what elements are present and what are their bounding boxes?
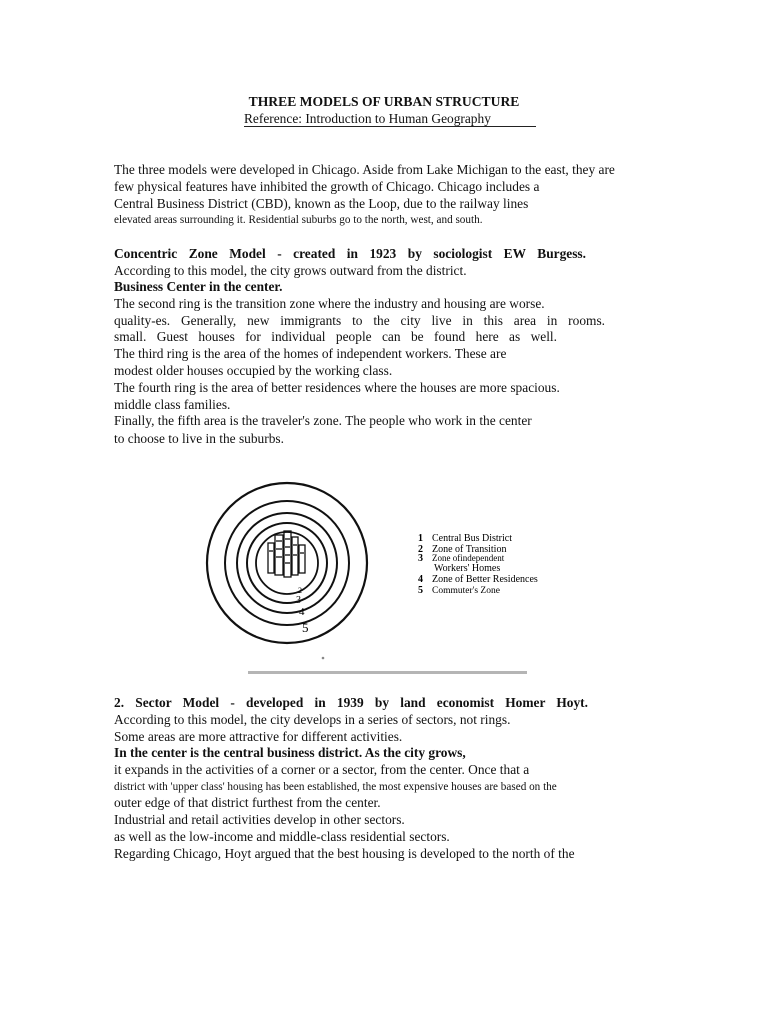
legend-label: Zone of Better Residences [432, 574, 538, 585]
intro-line: elevated areas surrounding it. Residential suburbs go to the north, west, and south. [114, 214, 483, 226]
concentric-line: The fourth ring is the area of better residences where the houses are more spacious. [114, 380, 560, 395]
intro-line: few physical features have inhibited the growth of Chicago. Chicago includes a [114, 179, 540, 194]
legend-label: Commuter's Zone [432, 586, 500, 596]
concentric-line: quality-es. Generally, new immigrants to the city live in this area in rooms. [114, 313, 605, 328]
sector-line: district with 'upper class' housing has been established, the most expensive houses are based on the [114, 781, 557, 793]
ring-number-label: 3 [296, 595, 301, 606]
legend-number: 5 [418, 585, 423, 596]
sector-heading: 2. Sector Model - developed in 1939 by land economist Homer Hoyt. [114, 695, 588, 710]
legend-number: 3 [418, 553, 423, 564]
diagram-mark [322, 657, 325, 660]
sector-line: Industrial and retail activities develop in other sectors. [114, 812, 405, 827]
sector-line: Regarding Chicago, Hoyt argued that the best housing is developed to the north of the [114, 846, 575, 861]
document-title: THREE MODELS OF URBAN STRUCTURE [248, 94, 520, 109]
sector-line: as well as the low-income and middle-class residential sectors. [114, 829, 450, 844]
intro-line: Central Business District (CBD), known as the Loop, due to the railway lines [114, 196, 529, 211]
sector-line: According to this model, the city develops in a series of sectors, not rings. [114, 712, 511, 727]
sector-line: Some areas are more attractive for different activities. [114, 729, 403, 744]
concentric-line: Finally, the fifth area is the traveler's zone. The people who work in the center [114, 413, 532, 428]
legend-label: Central Bus District [432, 533, 512, 544]
sector-line: outer edge of that district furthest from the center. [114, 795, 381, 810]
concentric-line: to choose to live in the suburbs. [114, 431, 284, 446]
diagram-legend [418, 533, 538, 596]
legend-number: 4 [418, 574, 423, 585]
concentric-zone-diagram [200, 465, 590, 680]
ring-number-label: 5 [302, 620, 309, 635]
legend-label: Workers' Homes [434, 563, 501, 574]
intro-line: The three models were developed in Chicago. Aside from Lake Michigan to the east, they are [114, 162, 615, 177]
cbd-buildings-icon [268, 531, 305, 577]
sector-line: In the center is the central business district. As the city grows, [114, 745, 466, 760]
ring-number-label: 2 [298, 586, 302, 595]
concentric-line: Business Center in the center. [114, 279, 283, 294]
concentric-line: The third ring is the area of the homes of independent workers. These are [114, 346, 507, 361]
legend-label: Zone ofindependent [432, 553, 505, 563]
concentric-line: middle class families. [114, 397, 231, 412]
legend-number: 2 [418, 544, 423, 555]
legend-number: 1 [418, 533, 423, 544]
sector-line: it expands in the activities of a corner or a sector, from the center. Once that a [114, 762, 530, 777]
concentric-line: The second ring is the transition zone where the industry and housing are worse. [114, 296, 545, 311]
reference-line: Reference: Introduction to Human Geography [244, 111, 491, 126]
ring-number-label: 4 [299, 606, 305, 618]
concentric-line: According to this model, the city grows outward from the district. [114, 263, 467, 278]
reference-underline [244, 126, 536, 127]
legend-label: Zone of Transition [432, 544, 507, 555]
concentric-heading: Concentric Zone Model - created in 1923 by sociologist EW Burgess. [114, 246, 586, 261]
concentric-line: modest older houses occupied by the working class. [114, 363, 393, 378]
section-divider [248, 671, 527, 674]
concentric-line: small. Guest houses for individual people can be found here as well. [114, 329, 557, 344]
